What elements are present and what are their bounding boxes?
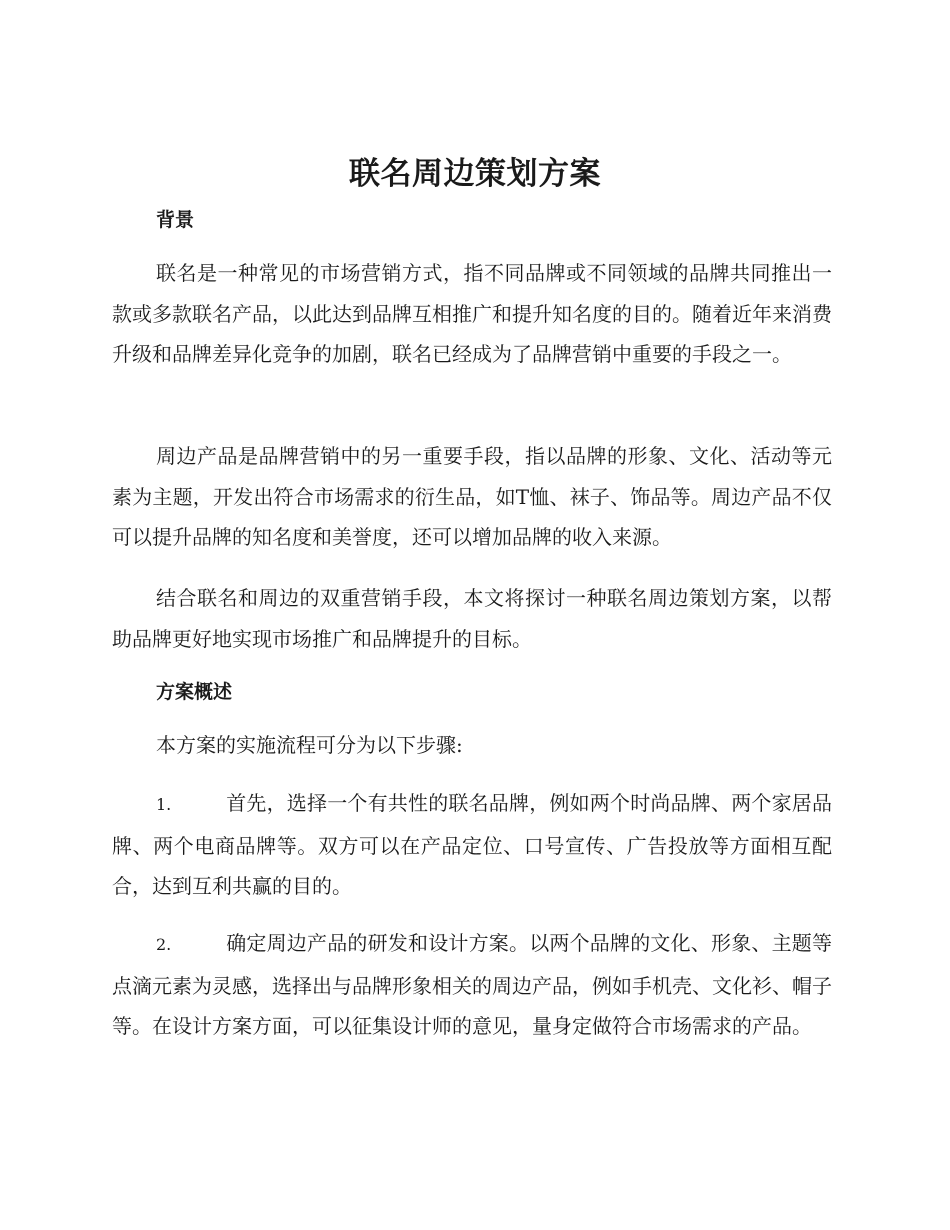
paragraph: 联名是一种常见的市场营销方式，指不同品牌或不同领域的品牌共同推出一款或多款联名产品，以此达到品牌互相推广和提升知名度的目的。随着近年来消费升级和品牌差异化竞争的加剧，联名已经成为了品牌营销中重要的手段之一。 [112, 261, 832, 366]
paragraph: 周边产品是品牌营销中的另一重要手段，指以品牌的形象、文化、活动等元素为主题，开发出符合市场需求的衍生品，如T恤、袜子、饰品等。周边产品不仅可以提升品牌的知名度和美誉度，还可以增加品牌的收入来源。 [112, 444, 832, 549]
list-item [112, 923, 832, 1047]
section-heading-background: 背景 [156, 209, 195, 231]
paragraph: 结合联名和周边的双重营销手段，本文将探讨一种联名周边策划方案，以帮助品牌更好地实现市场推广和品牌提升的目标。 [112, 586, 832, 651]
list-item-text: 确定周边产品的研发和设计方案。以两个品牌的文化、形象、主题等点滴元素为灵感，选择出与品牌形象相关的周边产品，例如手机壳、文化衫、帽子等。在设计方案方面，可以征集设计师的意见，量身定做符合市场需求的产品。 [112, 931, 832, 1038]
list-item [112, 783, 832, 907]
section-heading-overview: 方案概述 [156, 681, 233, 703]
list-item-text: 首先，选择一个有共性的联名品牌，例如两个时尚品牌、两个家居品牌、两个电商品牌等。双方可以在产品定位、口号宣传、广告投放等方面相互配合，达到互利共赢的目的。 [112, 791, 832, 898]
intro-paragraph: 本方案的实施流程可分为以下步骤: [156, 733, 463, 757]
list-item-number: 1. [156, 795, 172, 814]
document-title: 联名周边策划方案 [349, 156, 601, 192]
list-item-number: 2. [156, 935, 172, 954]
